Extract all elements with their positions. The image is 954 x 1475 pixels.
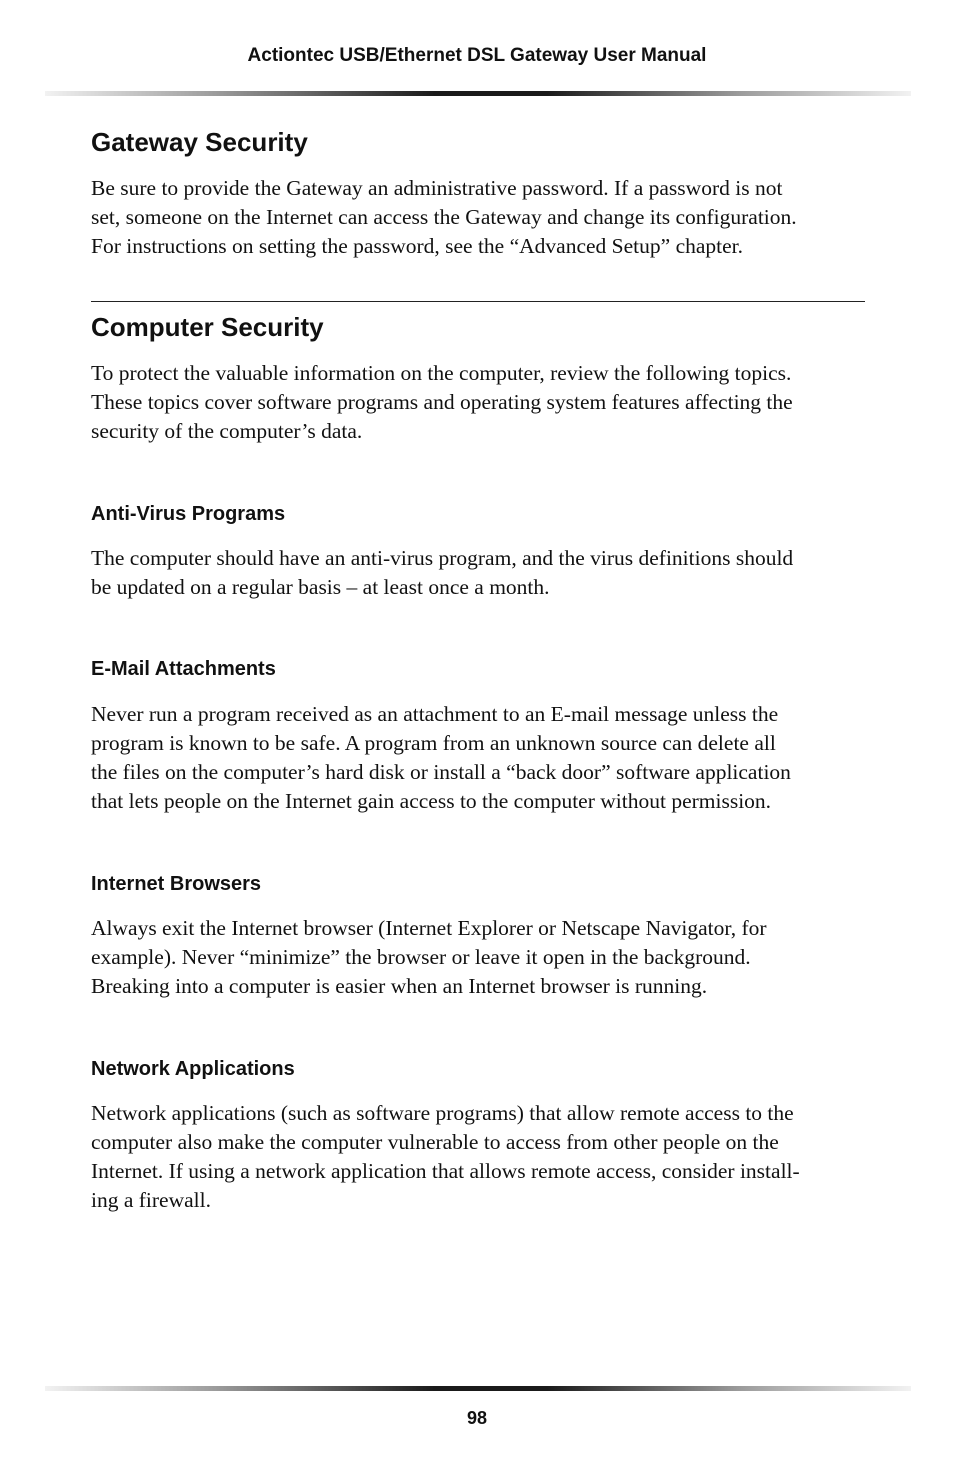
paragraph-line: Network applications (such as software programs) that allow remote access to the (91, 1101, 794, 1125)
internet-browsers-paragraph (91, 914, 871, 1001)
footer-rule (45, 1386, 911, 1391)
computer-security-heading: Computer Security (91, 312, 324, 342)
page-number: 98 (466, 1408, 488, 1428)
paragraph-line: computer also make the computer vulnerable to access from other people on the (91, 1130, 779, 1154)
paragraph-line: The computer should have an anti-virus program, and the virus definitions should (91, 546, 794, 570)
paragraph-line: For instructions on setting the password, see the “Advanced Setup” chapter. (91, 234, 744, 258)
anti-virus-paragraph (91, 544, 871, 602)
running-header-title: Actiontec USB/Ethernet DSL Gateway User Manual (247, 45, 707, 66)
paragraph-line: Breaking into a computer is easier when an Internet browser is running. (91, 974, 708, 998)
network-applications-heading: Network Applications (91, 1058, 295, 1080)
paragraph-line: example). Never “minimize” the browser or leave it open in the background. (91, 945, 751, 969)
gateway-security-heading: Gateway Security (91, 127, 308, 157)
paragraph-line: set, someone on the Internet can access the Gateway and change its configuration. (91, 205, 797, 229)
paragraph-line: To protect the valuable information on the computer, review the following topics. (91, 361, 792, 385)
computer-security-paragraph (91, 359, 871, 446)
paragraph-line: These topics cover software programs and operating system features affecting the (91, 390, 793, 414)
gateway-security-paragraph (91, 174, 871, 261)
paragraph-line: Always exit the Internet browser (Internet Explorer or Netscape Navigator, for (91, 916, 767, 940)
paragraph-line: Internet. If using a network application that allows remote access, consider install- (91, 1159, 800, 1183)
paragraph-line: that lets people on the Internet gain access to the computer without permission. (91, 789, 772, 813)
paragraph-line: be updated on a regular basis – at least once a month. (91, 575, 550, 599)
paragraph-line: security of the computer’s data. (91, 419, 363, 443)
email-attachments-heading: E-Mail Attachments (91, 658, 276, 680)
paragraph-line: Never run a program received as an attachment to an E-mail message unless the (91, 702, 779, 726)
paragraph-line: program is known to be safe. A program from an unknown source can delete all (91, 731, 776, 755)
email-attachments-paragraph (91, 700, 871, 816)
header-rule (45, 91, 911, 96)
paragraph-line: ing a firewall. (91, 1188, 211, 1212)
section-divider (91, 301, 865, 302)
network-applications-paragraph (91, 1099, 871, 1215)
paragraph-line: the files on the computer’s hard disk or install a “back door” software application (91, 760, 791, 784)
paragraph-line: Be sure to provide the Gateway an administrative password. If a password is not (91, 176, 783, 200)
internet-browsers-heading: Internet Browsers (91, 873, 262, 895)
anti-virus-heading: Anti-Virus Programs (91, 503, 286, 525)
